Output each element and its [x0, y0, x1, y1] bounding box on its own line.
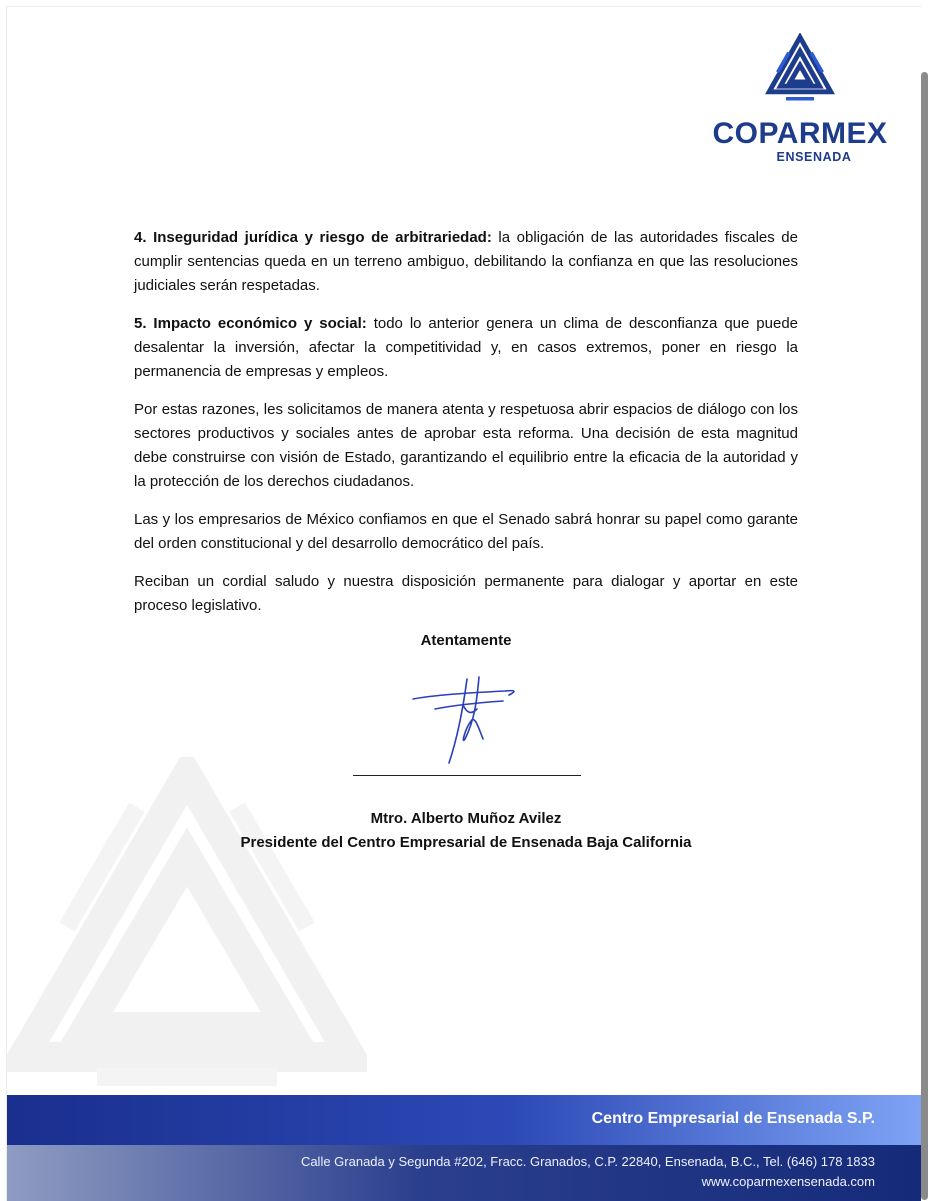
footer-info: [7, 1145, 921, 1201]
closing: Atentamente: [420, 632, 512, 649]
footer-website[interactable]: www.coparmexensenada.com: [701, 1174, 875, 1189]
paragraph-greeting: Reciban un cordial saludo y nuestra disposición permanente para dialogar y aportar en este proceso legislativo.: [134, 573, 798, 614]
signature-icon: [405, 669, 525, 769]
letter-page: [6, 6, 921, 1201]
footer-band: [7, 1095, 921, 1145]
paragraph-4: 4. Inseguridad jurídica y riesgo de arbitrariedad: la obligación de las autoridades fiscales de cumplir sentencias queda en un terreno ambiguo, debilitando la confianza en que las resoluciones judiciales serán respetadas.: [134, 229, 798, 294]
logo-city: ENSENADA: [776, 150, 852, 164]
logo-name: COPARMEX: [712, 117, 888, 150]
paragraph-confidence: Las y los empresarios de México confiamos en que el Senado sabrá honrar su papel como garante del orden constitucional y del desarrollo democrático del país.: [134, 511, 798, 552]
footer-address: Calle Granada y Segunda #202, Fracc. Granados, C.P. 22840, Ensenada, B.C., Tel. (646) 178 1833: [300, 1154, 875, 1169]
watermark-logo-icon: [7, 757, 367, 1087]
paragraph-5: 5. Impacto económico y social: todo lo anterior genera un clima de desconfianza que puede desalentar la inversión, afectar la competitividad y, en casos extremos, poner en riesgo la permanencia de empresas y empleos.: [134, 315, 798, 380]
coparmex-logo: [697, 33, 903, 173]
signer-title: Presidente del Centro Empresarial de Ensenada Baja California: [240, 834, 692, 851]
footer-company: Centro Empresarial de Ensenada S.P.: [591, 1110, 875, 1127]
paragraph-request: Por estas razones, les solicitamos de manera atenta y respetuosa abrir espacios de diálogo con los sectores productivos y sociales antes de aprobar esta reforma. Una decisión de esta magnitud debe construirse con visión de Estado, garantizando el equilibrio entre la eficacia de la autoridad y la protección de los derechos ciudadanos.: [134, 401, 798, 490]
scrollbar[interactable]: [921, 72, 928, 1200]
letter-body: [134, 226, 798, 632]
coparmex-logo-icon: [765, 33, 835, 103]
signature-line: [353, 775, 581, 776]
signer-name: Mtro. Alberto Muñoz Avilez: [370, 810, 562, 827]
